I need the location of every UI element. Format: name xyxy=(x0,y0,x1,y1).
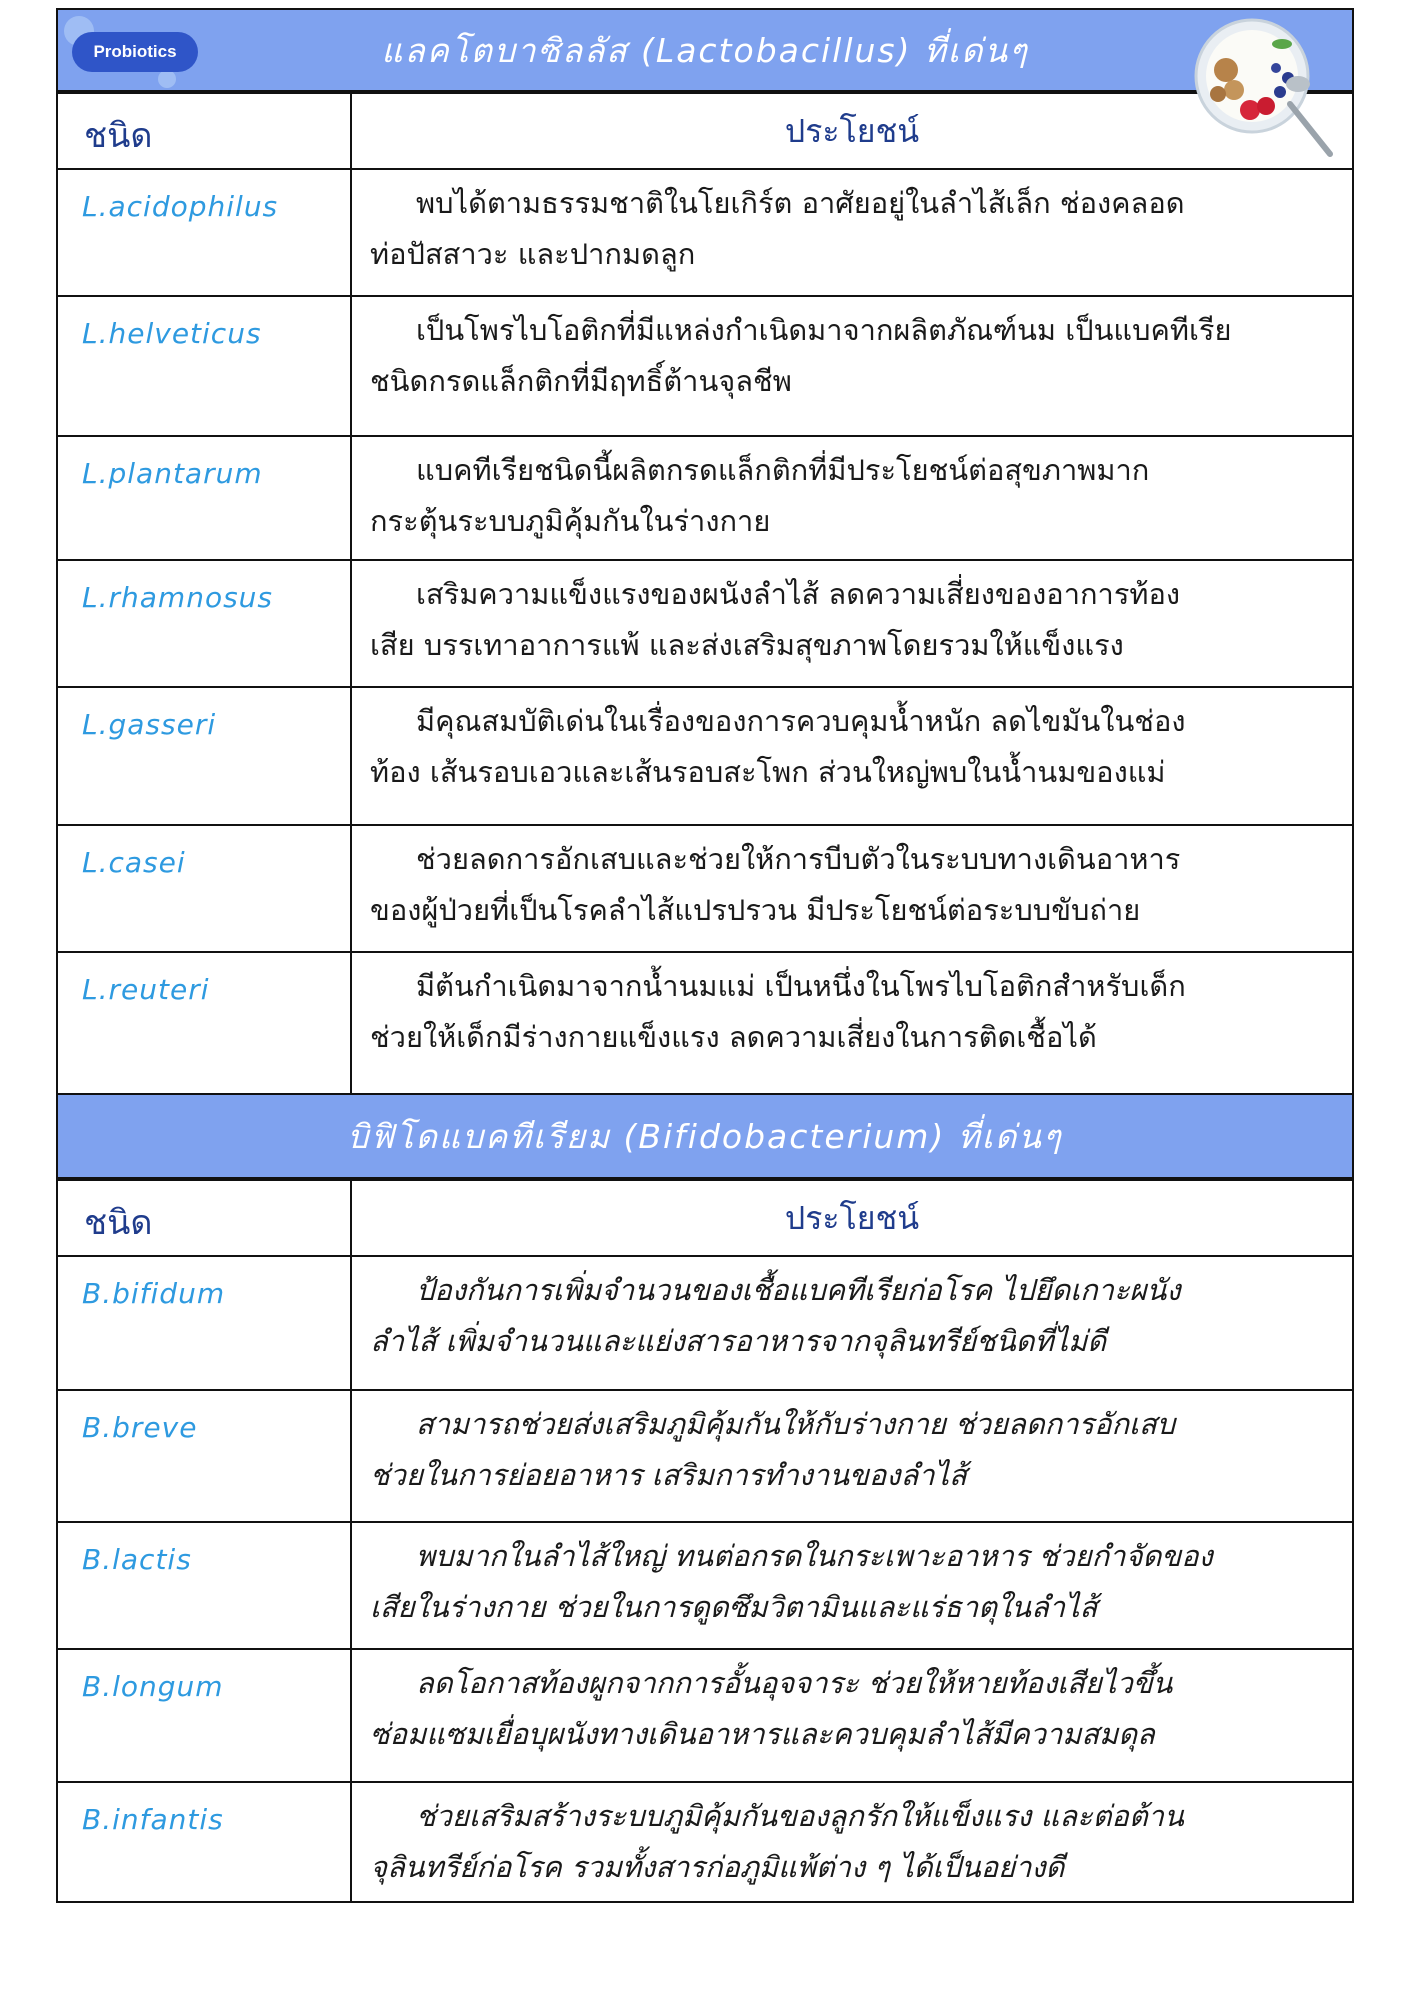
benefit-text: พบได้ตามธรรมชาติในโยเกิร์ต อาศัยอยู่ในลำไส้เล็ก ช่องคลอด ท่อปัสสาวะ และปากมดลูก xyxy=(351,169,1353,296)
table-row xyxy=(57,169,1353,296)
species-name: B.breve xyxy=(57,1390,351,1522)
bifido-section-title: บิฟิโดแบคทีเรียม (Bifidobacterium) ที่เด่นๆ xyxy=(347,1116,1063,1156)
table-row xyxy=(57,952,1353,1094)
benefit-text: แบคทีเรียชนิดนี้ผลิตกรดแล็กติกที่มีประโยชน์ต่อสุขภาพมาก กระตุ้นระบบภูมิคุ้มกันในร่างกาย xyxy=(351,436,1353,560)
benefit-text: ช่วยเสริมสร้างระบบภูมิคุ้มกันของลูกรักให้แข็งแรง และต่อต้าน จุลินทรีย์ก่อโรค รวมทั้งสารก่อภูมิแพ้ต่าง ๆ ได้เป็นอย่างดี xyxy=(351,1782,1353,1902)
benefit-text: ช่วยลดการอักเสบและช่วยให้การบีบตัวในระบบทางเดินอาหาร ของผู้ป่วยที่เป็นโรคลำไส้แปรปรวน มีประโยชน์ต่อระบบขับถ่าย xyxy=(351,825,1353,952)
species-name: B.lactis xyxy=(57,1522,351,1649)
table-row xyxy=(57,1649,1353,1782)
bifido-column-header-row xyxy=(57,1180,1353,1256)
table-row xyxy=(57,1782,1353,1902)
bifido-section-header xyxy=(56,1095,1354,1179)
species-name: L.plantarum xyxy=(57,436,351,560)
column-benefit-header: ประโยชน์ xyxy=(351,1180,1353,1256)
column-type-header: ชนิด xyxy=(57,1180,351,1256)
benefit-text: มีต้นกำเนิดมาจากน้ำนมแม่ เป็นหนึ่งในโพรไบโอติกสำหรับเด็ก ช่วยให้เด็กมีร่างกายแข็งแรง ลดความเสี่ยงในการติดเชื้อได้ xyxy=(351,952,1353,1094)
probiotics-sheet xyxy=(56,8,1354,1903)
species-name: B.bifidum xyxy=(57,1256,351,1390)
table-row xyxy=(57,1256,1353,1390)
species-name: L.gasseri xyxy=(57,687,351,825)
lacto-table xyxy=(56,92,1354,1095)
splash-decoration xyxy=(158,70,176,88)
lacto-column-header-row xyxy=(57,93,1353,169)
table-row xyxy=(57,687,1353,825)
species-name: L.casei xyxy=(57,825,351,952)
species-name: L.rhamnosus xyxy=(57,560,351,687)
species-name: B.longum xyxy=(57,1649,351,1782)
table-row xyxy=(57,560,1353,687)
benefit-text: ป้องกันการเพิ่มจำนวนของเชื้อแบคทีเรียก่อโรค ไปยึดเกาะผนัง ลำไส้ เพิ่มจำนวนและแย่งสารอาหารจากจุลินทรีย์ชนิดที่ไม่ดี xyxy=(351,1256,1353,1390)
lacto-section-title: แลคโตบาซิลลัส (Lactobacillus) ที่เด่นๆ xyxy=(381,30,1029,70)
column-benefit-header: ประโยชน์ xyxy=(351,93,1353,169)
benefit-text: ลดโอกาสท้องผูกจากการอั้นอุจจาระ ช่วยให้หายท้องเสียไวขึ้น ซ่อมแซมเยื่อบุผนังทางเดินอาหารและควบคุมลำไส้มีความสมดุล xyxy=(351,1649,1353,1782)
column-type-header: ชนิด xyxy=(57,93,351,169)
bifido-table xyxy=(56,1179,1354,1903)
species-name: L.acidophilus xyxy=(57,169,351,296)
table-row xyxy=(57,1390,1353,1522)
table-row xyxy=(57,825,1353,952)
benefit-text: เสริมความแข็งแรงของผนังลำไส้ ลดความเสี่ยงของอาการท้อง เสีย บรรเทาอาการแพ้ และส่งเสริมสุขภาพโดยรวมให้แข็งแรง xyxy=(351,560,1353,687)
probiotics-badge: Probiotics xyxy=(72,32,198,72)
table-row xyxy=(57,296,1353,436)
species-name: B.infantis xyxy=(57,1782,351,1902)
lacto-section-header xyxy=(56,8,1354,92)
species-name: L.helveticus xyxy=(57,296,351,436)
table-row xyxy=(57,1522,1353,1649)
yogurt-bowl-icon xyxy=(1190,14,1340,164)
species-name: L.reuteri xyxy=(57,952,351,1094)
benefit-text: มีคุณสมบัติเด่นในเรื่องของการควบคุมน้ำหนัก ลดไขมันในช่อง ท้อง เส้นรอบเอวและเส้นรอบสะโพก ส่วนใหญ่พบในน้ำนมของแม่ xyxy=(351,687,1353,825)
benefit-text: สามารถช่วยส่งเสริมภูมิคุ้มกันให้กับร่างกาย ช่วยลดการอักเสบ ช่วยในการย่อยอาหาร เสริมการทำงานของลำไส้ xyxy=(351,1390,1353,1522)
benefit-text: เป็นโพรไบโอติกที่มีแหล่งกำเนิดมาจากผลิตภัณฑ์นม เป็นแบคทีเรีย ชนิดกรดแล็กติกที่มีฤทธิ์ต้านจุลชีพ xyxy=(351,296,1353,436)
benefit-text: พบมากในลำไส้ใหญ่ ทนต่อกรดในกระเพาะอาหาร ช่วยกำจัดของ เสียในร่างกาย ช่วยในการดูดซึมวิตามินและแร่ธาตุในลำไส้ xyxy=(351,1522,1353,1649)
table-row xyxy=(57,436,1353,560)
